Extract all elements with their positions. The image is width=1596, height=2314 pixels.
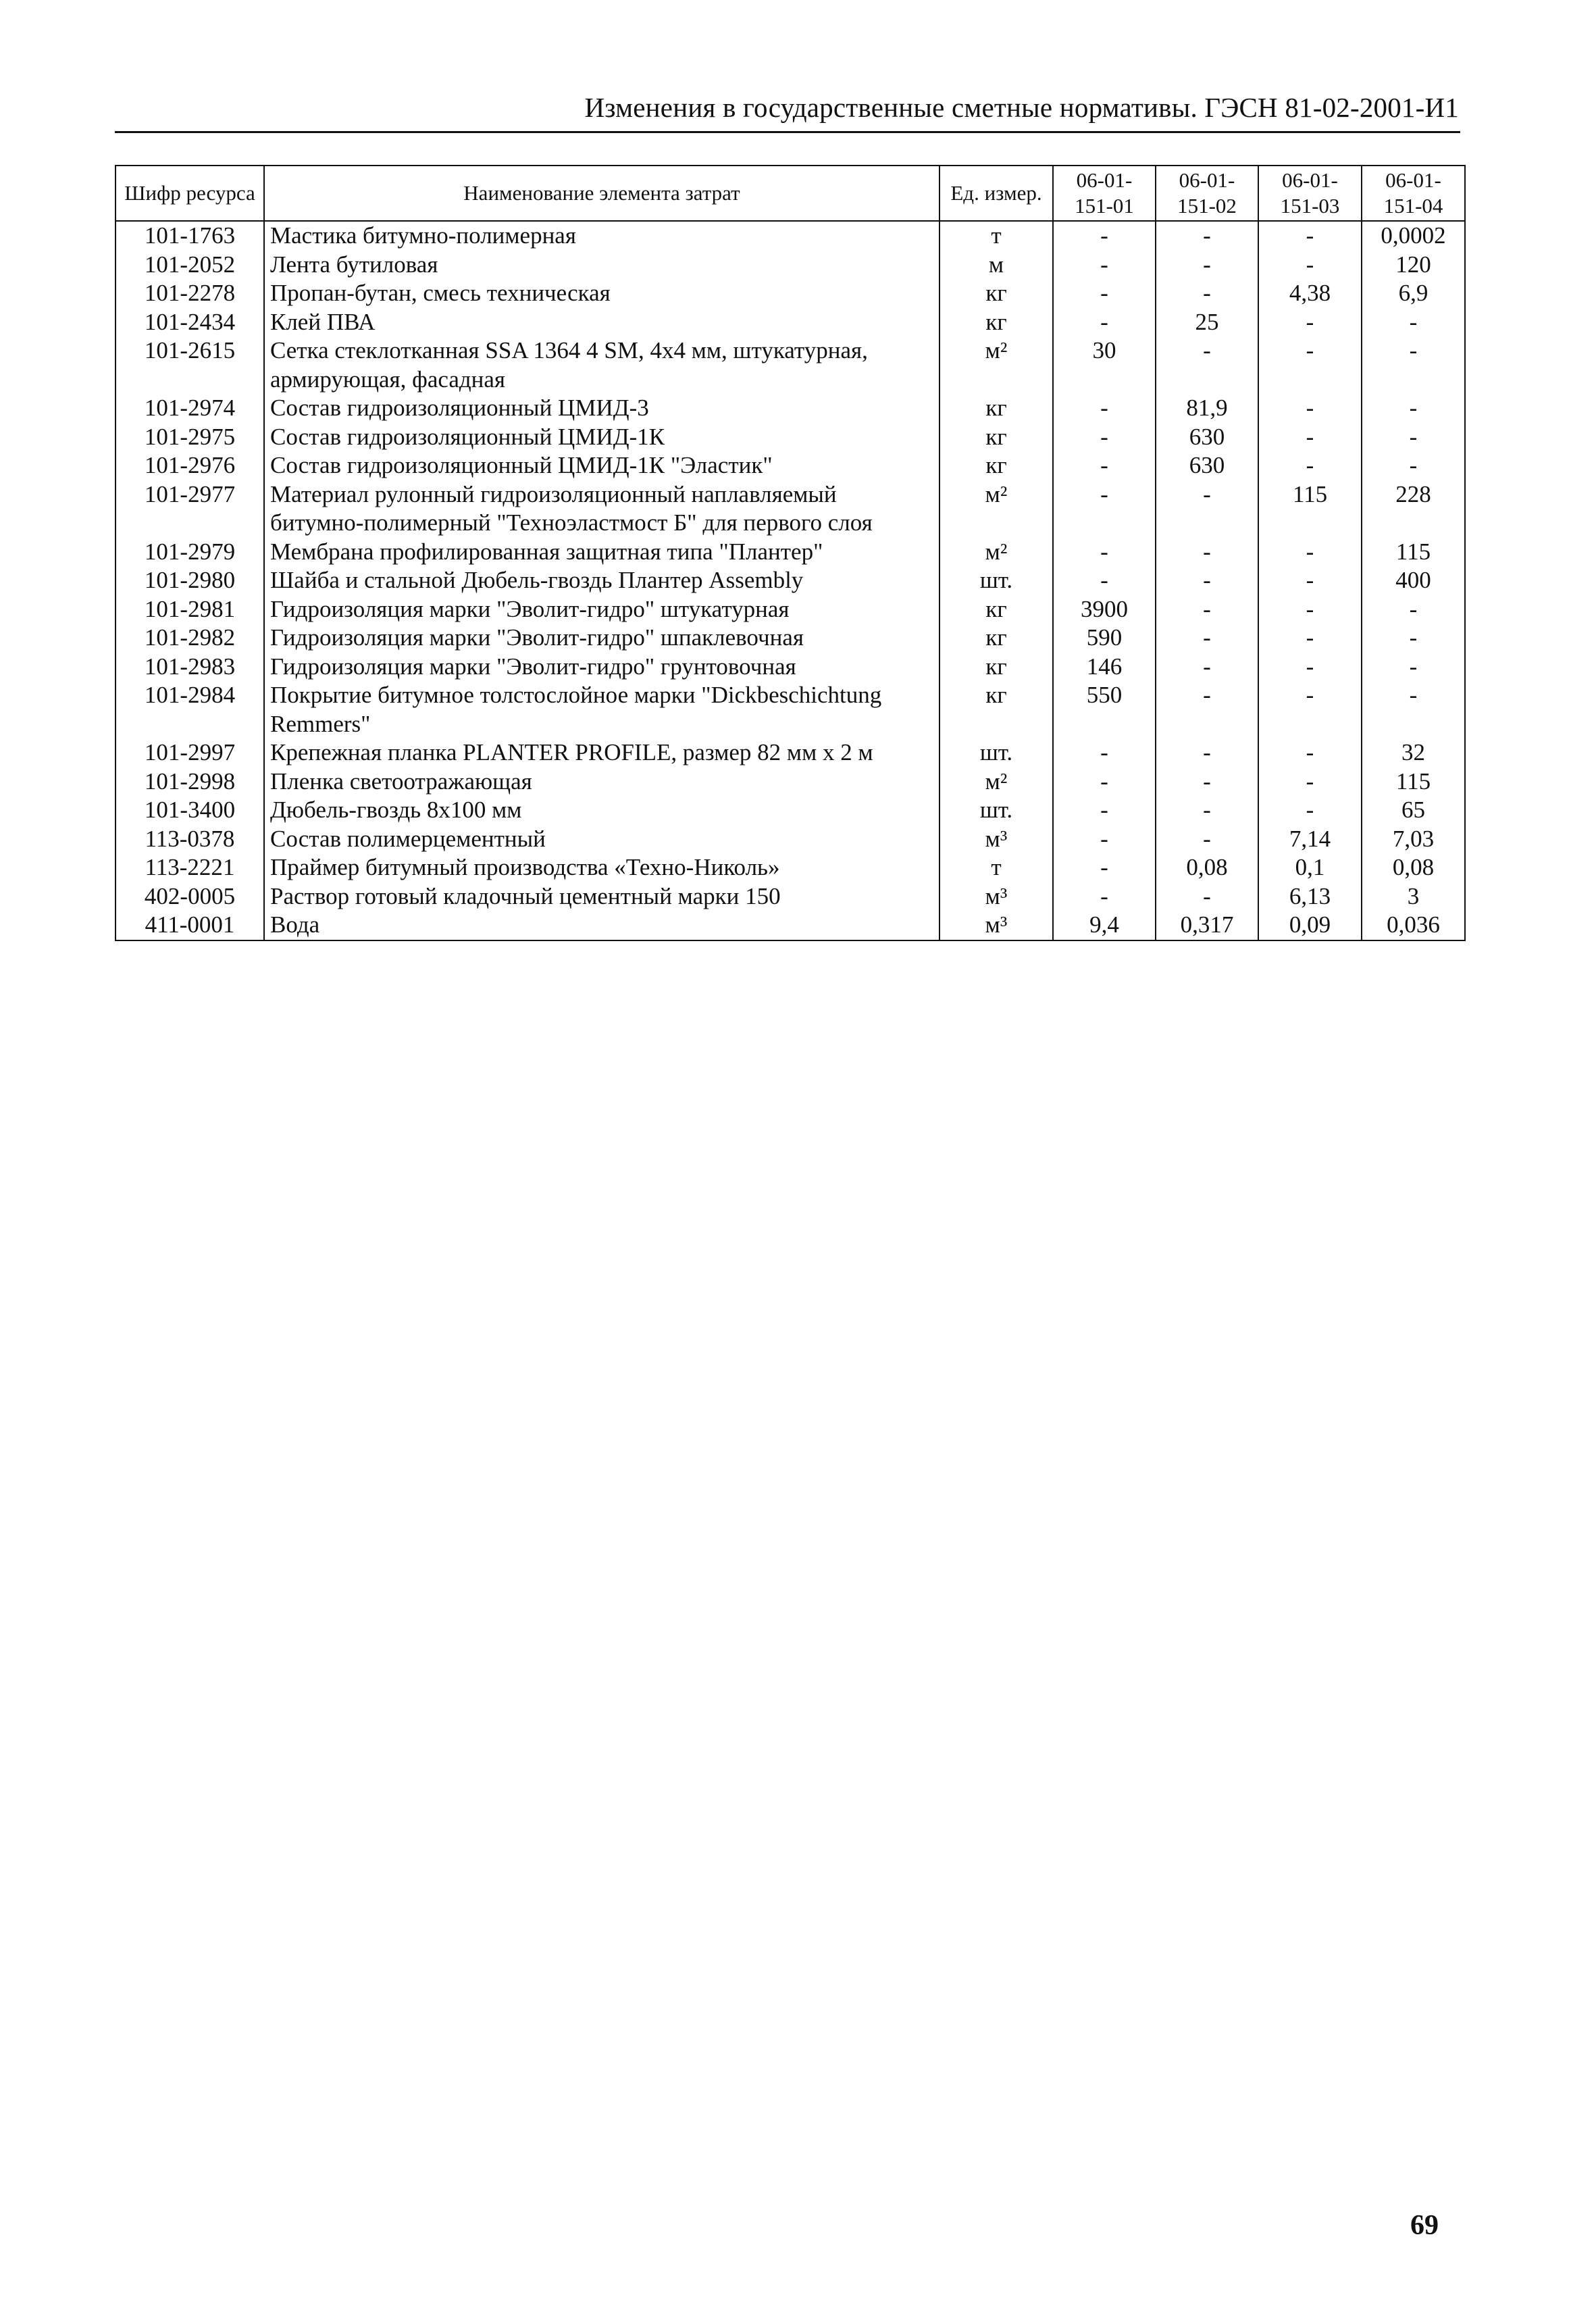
resource-code: 101-2983 <box>115 653 264 682</box>
value-col-1: - <box>1053 738 1156 768</box>
value-col-3: 6,13 <box>1258 882 1362 911</box>
column-header-v1: 06-01-151-01 <box>1053 166 1156 221</box>
resource-unit: м² <box>939 538 1053 567</box>
resource-name: Крепежная планка PLANTER PROFILE, размер 82 мм х 2 м <box>264 738 939 768</box>
resource-unit: кг <box>939 423 1053 452</box>
resource-code: 402-0005 <box>115 882 264 911</box>
table-row <box>115 595 1465 624</box>
table-row <box>115 251 1465 280</box>
value-col-1: - <box>1053 480 1156 538</box>
value-col-4: 228 <box>1362 480 1465 538</box>
resource-unit: м² <box>939 480 1053 538</box>
column-header-v4: 06-01-151-04 <box>1362 166 1465 221</box>
table-body <box>115 221 1465 940</box>
value-col-4: - <box>1362 336 1465 394</box>
resource-code: 101-2982 <box>115 624 264 653</box>
value-col-3: - <box>1258 251 1362 280</box>
value-col-4: 0,08 <box>1362 853 1465 882</box>
value-col-4: 115 <box>1362 768 1465 797</box>
value-col-3: 4,38 <box>1258 279 1362 308</box>
resource-code: 101-2977 <box>115 480 264 538</box>
table-row <box>115 423 1465 452</box>
value-col-2: - <box>1156 251 1258 280</box>
value-col-1: 590 <box>1053 624 1156 653</box>
table-row <box>115 882 1465 911</box>
value-col-3: - <box>1258 624 1362 653</box>
header-divider <box>115 131 1460 133</box>
resource-name: Материал рулонный гидроизоляционный наплавляемый битумно-полимерный "Техноэластмост Б" для первого слоя <box>264 480 939 538</box>
value-col-2: - <box>1156 882 1258 911</box>
value-col-1: - <box>1053 796 1156 825</box>
resource-unit: т <box>939 853 1053 882</box>
table-row <box>115 796 1465 825</box>
value-col-2: - <box>1156 738 1258 768</box>
value-col-4: - <box>1362 451 1465 480</box>
value-col-4: - <box>1362 624 1465 653</box>
value-col-4: 65 <box>1362 796 1465 825</box>
value-col-3: - <box>1258 423 1362 452</box>
value-col-2: - <box>1156 595 1258 624</box>
value-col-2: - <box>1156 653 1258 682</box>
resource-code: 101-2979 <box>115 538 264 567</box>
table-row <box>115 911 1465 940</box>
resource-unit: м² <box>939 768 1053 797</box>
resource-unit: шт. <box>939 738 1053 768</box>
column-header-code: Шифр ресурса <box>115 166 264 221</box>
resource-name: Лента бутиловая <box>264 251 939 280</box>
value-col-3: - <box>1258 738 1362 768</box>
resource-unit: шт. <box>939 796 1053 825</box>
resource-unit: кг <box>939 394 1053 423</box>
table-header-row <box>115 166 1465 221</box>
resource-unit: т <box>939 221 1053 251</box>
value-col-1: 30 <box>1053 336 1156 394</box>
resource-code: 101-2615 <box>115 336 264 394</box>
value-col-3: 0,1 <box>1258 853 1362 882</box>
value-col-4: 32 <box>1362 738 1465 768</box>
resource-code: 101-2997 <box>115 738 264 768</box>
value-col-1: - <box>1053 825 1156 854</box>
value-col-3: - <box>1258 566 1362 595</box>
resource-code: 113-0378 <box>115 825 264 854</box>
resource-code: 101-2434 <box>115 308 264 337</box>
value-col-2: - <box>1156 566 1258 595</box>
value-col-1: - <box>1053 221 1156 251</box>
value-col-4: 0,0002 <box>1362 221 1465 251</box>
value-col-1: - <box>1053 853 1156 882</box>
resource-name: Пленка светоотражающая <box>264 768 939 797</box>
resource-unit: м³ <box>939 911 1053 940</box>
table-row <box>115 566 1465 595</box>
resource-unit: кг <box>939 308 1053 337</box>
value-col-3: - <box>1258 538 1362 567</box>
value-col-3: - <box>1258 451 1362 480</box>
resource-name: Дюбель-гвоздь 8х100 мм <box>264 796 939 825</box>
resource-unit: м³ <box>939 825 1053 854</box>
value-col-4: 0,036 <box>1362 911 1465 940</box>
value-col-4: - <box>1362 595 1465 624</box>
resource-unit: м³ <box>939 882 1053 911</box>
column-header-v2: 06-01-151-02 <box>1156 166 1258 221</box>
value-col-1: 3900 <box>1053 595 1156 624</box>
value-col-1: - <box>1053 882 1156 911</box>
resource-code: 101-2984 <box>115 681 264 738</box>
value-col-4: 6,9 <box>1362 279 1465 308</box>
resource-unit: кг <box>939 653 1053 682</box>
table-row <box>115 308 1465 337</box>
resource-name: Клей ПВА <box>264 308 939 337</box>
value-col-1: - <box>1053 423 1156 452</box>
value-col-2: - <box>1156 538 1258 567</box>
value-col-2: 630 <box>1156 451 1258 480</box>
resource-code: 101-2981 <box>115 595 264 624</box>
value-col-2: - <box>1156 336 1258 394</box>
resource-unit: кг <box>939 681 1053 738</box>
table-row <box>115 279 1465 308</box>
resource-name: Сетка стеклотканная SSA 1364 4 SM, 4х4 мм, штукатурная, армирующая, фасадная <box>264 336 939 394</box>
table-row <box>115 451 1465 480</box>
resource-name: Гидроизоляция марки "Эволит-гидро" шпаклевочная <box>264 624 939 653</box>
resource-unit: кг <box>939 279 1053 308</box>
value-col-3: - <box>1258 595 1362 624</box>
value-col-1: - <box>1053 538 1156 567</box>
resource-name: Состав полимерцементный <box>264 825 939 854</box>
value-col-4: 3 <box>1362 882 1465 911</box>
value-col-4: 400 <box>1362 566 1465 595</box>
resource-unit: кг <box>939 624 1053 653</box>
table-row <box>115 336 1465 394</box>
value-col-2: - <box>1156 681 1258 738</box>
value-col-1: - <box>1053 279 1156 308</box>
resource-name: Праймер битумный производства «Техно-Николь» <box>264 853 939 882</box>
value-col-4: - <box>1362 653 1465 682</box>
page-header-title: Изменения в государственные сметные нормативы. ГЭСН 81-02-2001-И1 <box>584 92 1459 123</box>
resource-unit: шт. <box>939 566 1053 595</box>
value-col-1: 146 <box>1053 653 1156 682</box>
value-col-2: - <box>1156 825 1258 854</box>
value-col-4: 7,03 <box>1362 825 1465 854</box>
value-col-3: 115 <box>1258 480 1362 538</box>
value-col-2: 0,08 <box>1156 853 1258 882</box>
table-row <box>115 653 1465 682</box>
resource-code: 101-2278 <box>115 279 264 308</box>
value-col-1: 550 <box>1053 681 1156 738</box>
resource-code: 101-2975 <box>115 423 264 452</box>
value-col-3: - <box>1258 308 1362 337</box>
value-col-3: - <box>1258 796 1362 825</box>
resource-unit: кг <box>939 595 1053 624</box>
value-col-1: - <box>1053 768 1156 797</box>
resource-code: 411-0001 <box>115 911 264 940</box>
value-col-4: 115 <box>1362 538 1465 567</box>
resource-unit: кг <box>939 451 1053 480</box>
resource-table <box>115 165 1466 941</box>
table-row <box>115 538 1465 567</box>
resource-name: Покрытие битумное толстослойное марки "Dickbeschichtung Remmers" <box>264 681 939 738</box>
resource-code: 101-2052 <box>115 251 264 280</box>
value-col-3: 0,09 <box>1258 911 1362 940</box>
value-col-1: - <box>1053 251 1156 280</box>
page-number: 69 <box>1410 2210 1439 2241</box>
resource-name: Гидроизоляция марки "Эволит-гидро" грунтовочная <box>264 653 939 682</box>
value-col-3: - <box>1258 681 1362 738</box>
value-col-3: - <box>1258 768 1362 797</box>
column-header-unit: Ед. измер. <box>939 166 1053 221</box>
value-col-4: 120 <box>1362 251 1465 280</box>
resource-name: Гидроизоляция марки "Эволит-гидро" штукатурная <box>264 595 939 624</box>
value-col-2: - <box>1156 221 1258 251</box>
resource-code: 101-2980 <box>115 566 264 595</box>
table-row <box>115 738 1465 768</box>
value-col-3: - <box>1258 653 1362 682</box>
value-col-2: 25 <box>1156 308 1258 337</box>
table-row <box>115 480 1465 538</box>
value-col-4: - <box>1362 423 1465 452</box>
value-col-1: - <box>1053 308 1156 337</box>
resource-code: 101-2974 <box>115 394 264 423</box>
value-col-2: - <box>1156 796 1258 825</box>
table-row <box>115 624 1465 653</box>
value-col-2: - <box>1156 768 1258 797</box>
value-col-1: 9,4 <box>1053 911 1156 940</box>
value-col-2: - <box>1156 480 1258 538</box>
resource-code: 101-3400 <box>115 796 264 825</box>
resource-code: 101-2976 <box>115 451 264 480</box>
resource-code: 101-1763 <box>115 221 264 251</box>
value-col-2: - <box>1156 624 1258 653</box>
value-col-3: 7,14 <box>1258 825 1362 854</box>
resource-name: Вода <box>264 911 939 940</box>
value-col-3: - <box>1258 336 1362 394</box>
resource-name: Состав гидроизоляционный ЦМИД-1К "Эластик" <box>264 451 939 480</box>
table-row <box>115 853 1465 882</box>
resource-code: 113-2221 <box>115 853 264 882</box>
value-col-4: - <box>1362 681 1465 738</box>
value-col-3: - <box>1258 394 1362 423</box>
value-col-2: 630 <box>1156 423 1258 452</box>
resource-name: Состав гидроизоляционный ЦМИД-3 <box>264 394 939 423</box>
value-col-2: - <box>1156 279 1258 308</box>
table-row <box>115 768 1465 797</box>
column-header-v3: 06-01-151-03 <box>1258 166 1362 221</box>
table-row <box>115 394 1465 423</box>
value-col-4: - <box>1362 394 1465 423</box>
table-header <box>115 166 1465 221</box>
table-row <box>115 681 1465 738</box>
column-header-name: Наименование элемента затрат <box>264 166 939 221</box>
resource-name: Раствор готовый кладочный цементный марки 150 <box>264 882 939 911</box>
value-col-1: - <box>1053 394 1156 423</box>
value-col-2: 0,317 <box>1156 911 1258 940</box>
resource-code: 101-2998 <box>115 768 264 797</box>
value-col-4: - <box>1362 308 1465 337</box>
resource-name: Состав гидроизоляционный ЦМИД-1К <box>264 423 939 452</box>
table-row <box>115 221 1465 251</box>
value-col-3: - <box>1258 221 1362 251</box>
resource-name: Пропан-бутан, смесь техническая <box>264 279 939 308</box>
resource-name: Шайба и стальной Дюбель-гвоздь Плантер Assembly <box>264 566 939 595</box>
value-col-1: - <box>1053 451 1156 480</box>
resource-name: Мембрана профилированная защитная типа "Плантер" <box>264 538 939 567</box>
value-col-1: - <box>1053 566 1156 595</box>
value-col-2: 81,9 <box>1156 394 1258 423</box>
resource-name: Мастика битумно-полимерная <box>264 221 939 251</box>
resource-unit: м² <box>939 336 1053 394</box>
table-row <box>115 825 1465 854</box>
resource-unit: м <box>939 251 1053 280</box>
